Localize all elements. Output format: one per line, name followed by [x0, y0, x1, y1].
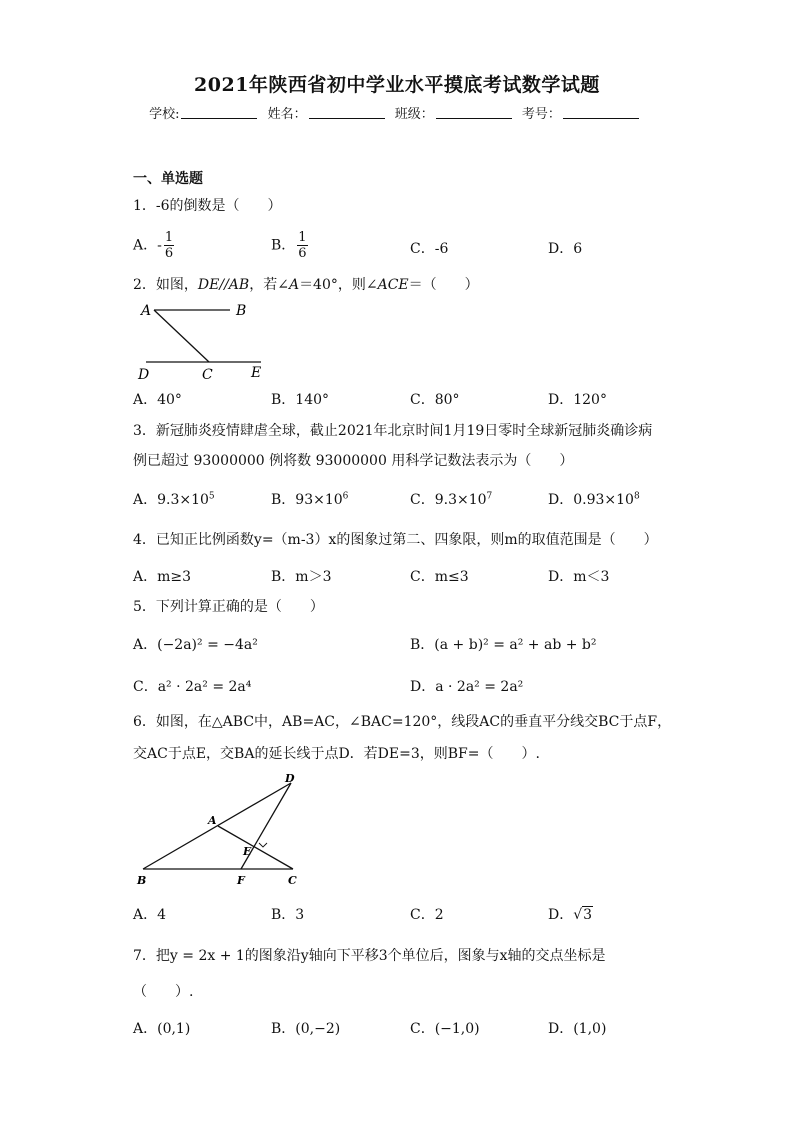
q3-a-base: A．9.3×10 [133, 492, 209, 508]
q7-option-a: A．(0,1) [133, 1021, 191, 1037]
q2-math: DE//AB [197, 277, 250, 293]
q3-b-exp: 6 [342, 491, 349, 502]
q2-option-b: B．140° [271, 392, 330, 408]
label-a: A [141, 303, 152, 319]
q7-option-d: D．(1,0) [548, 1021, 607, 1037]
q3-option-c [410, 489, 492, 509]
label-b: B [137, 874, 147, 887]
q4-option-a: A．m≥3 [133, 569, 192, 585]
label-f: F [237, 874, 245, 887]
class-label: 班级： [394, 107, 434, 122]
q4-option-b: B．m＞3 [271, 569, 332, 585]
label-b: B [236, 303, 247, 319]
label-e: E [251, 365, 262, 381]
label-d: D [285, 772, 295, 785]
question-1-stem: 1．-6的倒数是（ ） [133, 198, 282, 214]
q6-option-c: C．2 [410, 907, 444, 923]
q6-option-d [548, 904, 593, 924]
q4-option-d: D．m＜3 [548, 569, 610, 585]
q2-option-c: C．80° [410, 392, 460, 408]
q6-figure [133, 770, 313, 890]
frac-num: 1 [298, 230, 307, 245]
school-label: 学校: [149, 107, 180, 122]
q6-option-a: A．4 [133, 907, 167, 923]
question-5-stem: 5．下列计算正确的是（ ） [133, 599, 324, 615]
q1-option-a [133, 230, 174, 261]
name-blank[interactable] [309, 106, 385, 119]
segment-bd [143, 783, 291, 869]
q5-option-d: D．a · 2a² = 2a² [410, 679, 524, 695]
question-7-stem-line1: 7．把y = 2x + 1的图象沿y轴向下平移3个单位后，图象与x轴的交点坐标是 [133, 948, 606, 964]
question-7-stem-line2: （ ）. [133, 984, 194, 1000]
label-a: A [208, 814, 217, 827]
question-4-stem: 4．已知正比例函数y=（m-3）x的图象过第二、四象限，则m的取值范围是（ ） [133, 532, 658, 548]
q2-angle-ace: ACE [377, 277, 409, 293]
label-e: E [243, 845, 252, 858]
q7-option-c: C．(−1,0) [410, 1021, 480, 1037]
q3-option-d [548, 489, 640, 509]
q2-prefix: 2．如图， [133, 277, 198, 293]
question-3-stem-line1: 3．新冠肺炎疫情肆虐全球，截止2021年北京时间1月19日零时全球新冠肺炎确诊病 [133, 423, 653, 439]
q3-a-exp: 5 [208, 491, 215, 502]
q1-option-b-fraction [297, 230, 307, 261]
frac-den: 6 [298, 246, 307, 261]
frac-num: 1 [164, 230, 174, 245]
q3-d-exp: 8 [633, 491, 640, 502]
q6-option-b: B．3 [271, 907, 305, 923]
q2-figure [133, 300, 273, 382]
q4-option-c: C．m≤3 [410, 569, 469, 585]
label-c: C [288, 874, 297, 887]
q2-mid2: ＝40°，则∠ [299, 277, 378, 293]
q3-option-a [133, 489, 215, 509]
q5-option-b: B．(a + b)² = a² + ab + b² [410, 637, 597, 653]
q2-angle-a: A [288, 277, 300, 293]
q3-c-exp: 7 [486, 491, 493, 502]
name-label: 姓名： [267, 107, 307, 122]
line-ac [154, 310, 209, 362]
label-c: C [202, 367, 213, 382]
question-2-stem [133, 275, 479, 295]
question-6-stem-line1: 6．如图，在△ABC中，AB=AC，∠BAC=120°，线段AC的垂直平分线交BC于点F， [133, 714, 672, 730]
class-blank[interactable] [436, 106, 512, 119]
q5-option-a: A．(−2a)² = −4a² [133, 637, 258, 653]
q6-d-label: D． [548, 907, 574, 923]
q2-option-a: A．40° [133, 392, 182, 408]
student-info-line [0, 103, 794, 122]
q3-d-base: D．0.93×10 [548, 492, 634, 508]
sqrt-symbol: √3 [573, 907, 593, 923]
q1-option-d: D．6 [548, 241, 583, 257]
question-3-stem-line2: 例已超过 93000000 例将数 93000000 用科学记数法表示为（ ） [133, 453, 574, 469]
exam-title: 2021年陕西省初中学业水平摸底考试数学试题 [194, 74, 600, 96]
q3-c-base: C．9.3×10 [410, 492, 487, 508]
q2-mid: ，若∠ [249, 277, 289, 293]
section-heading: 一、单选题 [133, 171, 203, 187]
q1-option-a-label: A．- [133, 237, 162, 254]
q5-option-c: C．a² · 2a² = 2a⁴ [133, 679, 252, 695]
question-6-stem-line2: 交AC于点E，交BA的延长线于点D．若DE=3，则BF=（ ）. [133, 746, 540, 762]
segment-ac [218, 826, 293, 869]
q1-option-b-label: B． [271, 237, 296, 254]
frac-den: 6 [164, 246, 174, 261]
q2-end: ＝（ ） [408, 277, 479, 293]
exam-no-label: 考号： [521, 107, 561, 122]
q3-option-b [271, 489, 348, 509]
label-d: D [138, 367, 150, 382]
q1-option-a-fraction [164, 230, 174, 261]
q1-option-b [271, 230, 308, 261]
q2-option-d: D．120° [548, 392, 607, 408]
exam-no-blank[interactable] [563, 106, 639, 119]
q1-option-c: C．-6 [410, 241, 449, 257]
school-blank[interactable] [181, 106, 257, 119]
q7-option-b: B．(0,−2) [271, 1021, 341, 1037]
sqrt-radicand: 3 [583, 907, 593, 923]
q3-b-base: B．93×10 [271, 492, 343, 508]
right-angle-mark [259, 843, 267, 847]
